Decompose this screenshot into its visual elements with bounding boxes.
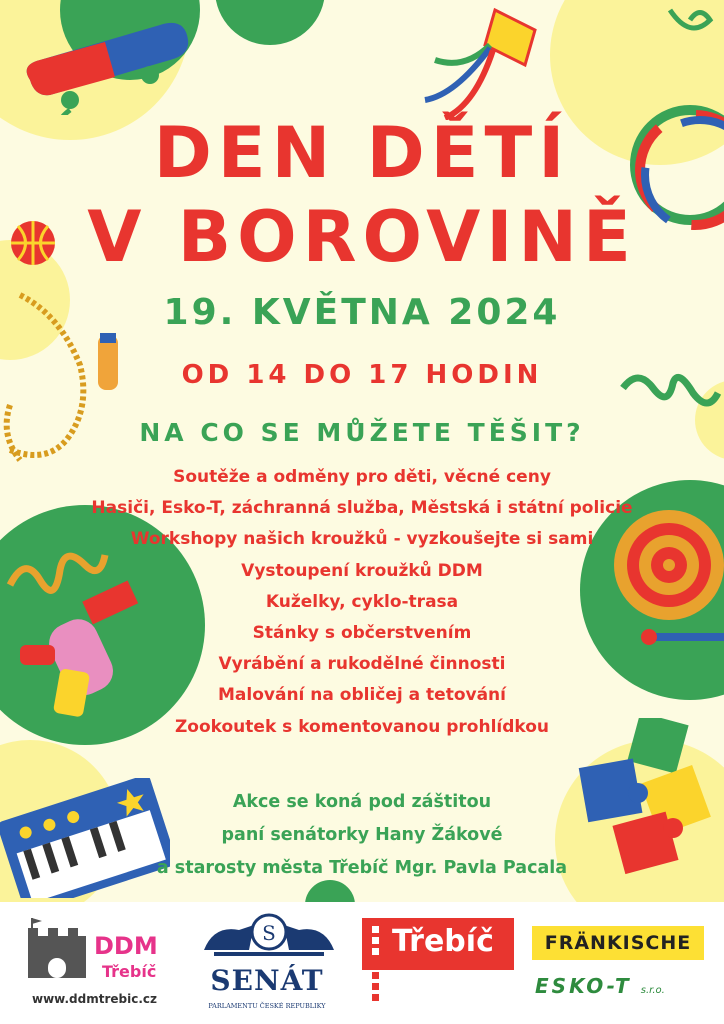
activity-item: Malování na obličej a tetování	[218, 685, 506, 706]
senat-logo-name: SENÁT	[210, 964, 324, 997]
eskot-logo	[535, 974, 710, 1004]
activity-item: Vyrábění a rukodělné činnosti	[218, 654, 506, 675]
frankische-logo: FRÄNKISCHE	[532, 926, 704, 960]
title-line-2: V BOROVINĚ	[87, 196, 637, 278]
senat-logo	[192, 910, 347, 1020]
svg-text:S: S	[262, 921, 276, 945]
sponsor-logos-bar	[0, 902, 724, 1024]
eskot-logo-name: ESKO-T	[535, 974, 632, 998]
ddm-logo-city: Třebíč	[102, 962, 157, 981]
castle-icon	[24, 918, 90, 980]
swirl-icon-top	[660, 0, 720, 50]
ddm-logo-name: DDM	[94, 932, 158, 960]
activities-list	[0, 462, 724, 743]
skateboard-icon	[10, 5, 200, 115]
title-line-1: DEN DĚTÍ	[153, 112, 571, 194]
activity-item: Hasiči, Esko-T, záchranná služba, Městská i státní policie	[91, 498, 633, 519]
patronage-line: Akce se koná pod záštitou	[232, 792, 492, 812]
event-time: OD 14 DO 17 HODIN	[181, 360, 543, 390]
kite-icon	[415, 0, 555, 120]
green-blob-top-right	[215, 0, 325, 45]
activity-item: Vystoupení kroužků DDM	[241, 560, 483, 581]
lions-emblem-icon	[194, 910, 344, 965]
trebic-dots-icon	[372, 926, 380, 955]
ddm-logo	[22, 912, 182, 1012]
senat-logo-subtitle: PARLAMENTU ČESKÉ REPUBLIKY	[208, 1002, 326, 1010]
trebic-logo-name: Třebíč	[392, 924, 494, 959]
section-heading: NA CO SE MŮŽETE TĚŠIT?	[139, 418, 585, 447]
trebic-logo	[362, 918, 514, 970]
patronage-line: paní senátorky Hany Žákové	[221, 825, 503, 845]
ddm-website: www.ddmtrebic.cz	[32, 992, 157, 1006]
event-date: 19. KVĚTNA 2024	[163, 292, 561, 333]
patronage-line: a starosty města Třebíč Mgr. Pavla Pacala	[156, 858, 568, 878]
patronage-block	[0, 786, 724, 885]
activity-item: Soutěže a odměny pro děti, věcné ceny	[173, 467, 551, 487]
activity-item: Zookoutek s komentovanou prohlídkou	[174, 716, 550, 737]
trebic-logo-dots	[372, 972, 380, 1001]
activity-item: Workshopy našich kroužků - vyzkoušejte si sami	[130, 529, 594, 550]
activity-item: Stánky s občerstvením	[252, 622, 472, 643]
activity-item: Kuželky, cyklo-trasa	[265, 591, 459, 612]
eskot-logo-suffix: s.r.o.	[640, 985, 665, 996]
